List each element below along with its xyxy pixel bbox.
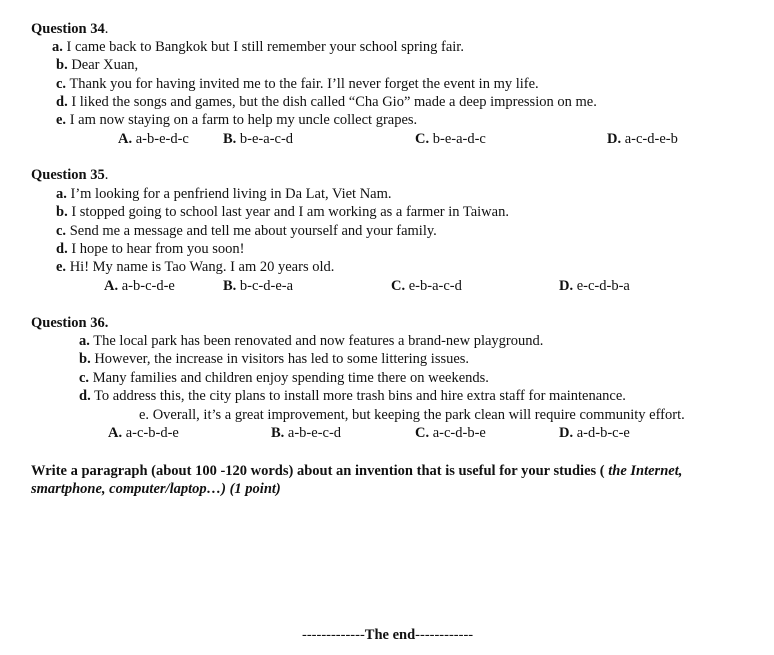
q35-option-d: D. e-c-d-b-a (559, 278, 630, 294)
writing-task-line-2: smartphone, computer/laptop…) (1 point) (31, 481, 281, 497)
q36-option-c: C. a-c-d-b-e (415, 425, 486, 441)
q35-item-a: a. I’m looking for a penfriend living in Da Lat, Viet Nam. (56, 186, 392, 202)
q35-item-c: c. Send me a message and tell me about yourself and your family. (56, 223, 437, 239)
writing-task-line-1: Write a paragraph (about 100 -120 words) about an invention that is useful for your studies ( the Internet, (31, 463, 683, 479)
q36-option-b: B. a-b-e-c-d (271, 425, 342, 441)
q35-option-a: A. a-b-c-d-e (104, 278, 175, 294)
question-title: Question 34 (31, 21, 105, 37)
q35-option-b: B. b-c-d-e-a (223, 278, 294, 294)
q34-item-b: b. Dear Xuan, (56, 57, 139, 73)
q34-option-b: B. b-e-a-c-d (223, 131, 294, 147)
q35-option-c: C. e-b-a-c-d (391, 278, 462, 294)
question-36-heading (31, 314, 108, 332)
q35-item-b: b. I stopped going to school last year and I am working as a farmer in Taiwan. (56, 204, 509, 220)
q34-item-e: e. I am now staying on a farm to help my uncle collect grapes. (56, 112, 418, 128)
q34-item-d: d. I liked the songs and games, but the dish called “Cha Gio” made a deep impression on me. (56, 94, 597, 110)
the-end-footer: -------------The end------------ (302, 627, 474, 643)
q36-item-a: a. The local park has been renovated and now features a brand-new playground. (79, 333, 544, 349)
q35-item-d: d. I hope to hear from you soon! (56, 241, 245, 257)
q36-option-d: D. a-d-b-c-e (559, 425, 630, 441)
q36-item-b: b. However, the increase in visitors has led to some littering issues. (79, 351, 470, 367)
q34-option-a: A. a-b-e-d-c (118, 131, 189, 147)
q35-item-e: e. Hi! My name is Tao Wang. I am 20 years old. (56, 259, 335, 275)
q36-option-a: A. a-c-b-d-e (108, 425, 179, 441)
q36-item-d: d. To address this, the city plans to install more trash bins and hire extra staff for maintenance. (79, 388, 626, 404)
question-title: Question 36. (31, 315, 109, 331)
q36-item-e: e. Overall, it’s a great improvement, but keeping the park clean will require community effort. (139, 407, 685, 423)
q34-option-c: C. b-e-a-d-c (415, 131, 486, 147)
question-35-heading: Question 35. (31, 167, 109, 183)
q36-item-c: c. Many families and children enjoy spending time there on weekends. (79, 370, 489, 386)
question-title: Question 35 (31, 167, 105, 183)
q34-item-c: c. Thank you for having invited me to the fair. I’ll never forget the event in my life. (56, 76, 539, 92)
q34-option-d: D. a-c-d-e-b (607, 131, 678, 147)
question-34-heading: Question 34. (31, 21, 109, 37)
q34-item-a: a. I came back to Bangkok but I still remember your school spring fair. (52, 39, 464, 55)
